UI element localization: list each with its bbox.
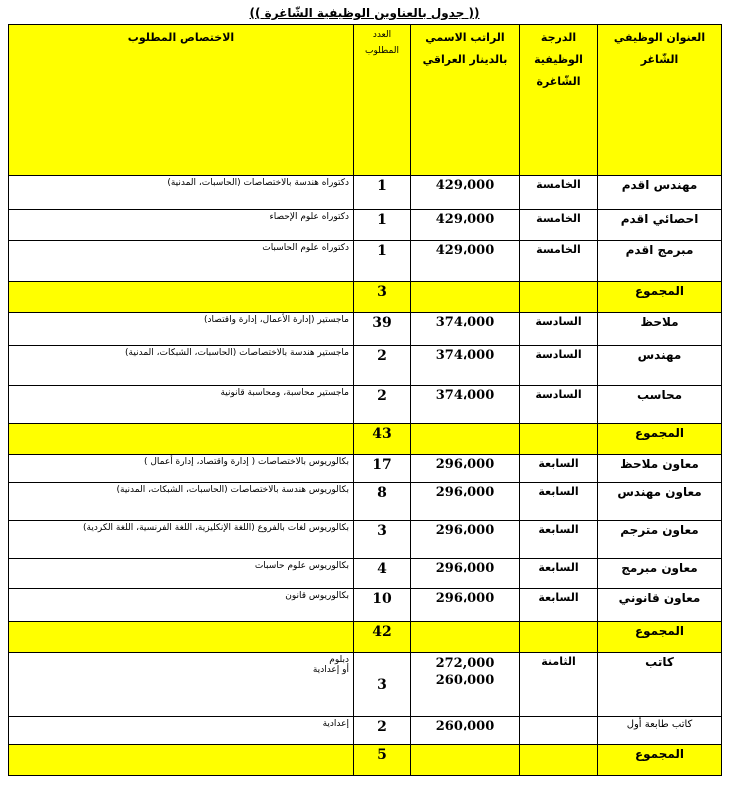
total-empty-cell bbox=[411, 622, 520, 653]
row-grade: السابعة bbox=[520, 483, 598, 521]
row-salary: 296،000 bbox=[411, 559, 520, 589]
row-grade: السابعة bbox=[520, 521, 598, 559]
total-label: المجموع bbox=[598, 622, 722, 653]
row-specialization: دكتوراه علوم الإحصاء bbox=[9, 210, 354, 241]
row-specialization: بكالوريوس علوم حاسبات bbox=[9, 559, 354, 589]
row-title: معاون ملاحظ bbox=[598, 455, 722, 483]
row-specialization: إعدادية bbox=[9, 717, 354, 745]
row-count: 2 bbox=[354, 717, 411, 745]
total-empty-cell bbox=[9, 745, 354, 776]
row-specialization: ماجستير محاسبة، ومحاسبة قانونية bbox=[9, 386, 354, 424]
row-specialization: بكالوريوس بالاختصاصات ( إدارة واقتصاد، إدارة أعمال ) bbox=[9, 455, 354, 483]
header-title: العنوان الوظيفي الشّاغر bbox=[598, 25, 722, 176]
row-count: 3 bbox=[354, 653, 411, 717]
row-count: 1 bbox=[354, 241, 411, 282]
row-grade: الثامنة bbox=[520, 653, 598, 717]
vacancies-table bbox=[8, 24, 722, 776]
row-count: 8 bbox=[354, 483, 411, 521]
row-count: 4 bbox=[354, 559, 411, 589]
total-label: المجموع bbox=[598, 745, 722, 776]
salary-line-1: 272,000 bbox=[435, 656, 495, 671]
row-specialization: ماجستير هندسة بالاختصاصات (الحاسبات، الشبكات، المدنية) bbox=[9, 346, 354, 386]
row-salary: 260،000 bbox=[411, 717, 520, 745]
page-title: (( جدول بالعناوين الوظيفية الشّاغرة )) bbox=[249, 6, 480, 20]
total-empty-cell bbox=[520, 622, 598, 653]
row-count: 2 bbox=[354, 346, 411, 386]
total-empty-cell bbox=[9, 424, 354, 455]
table-row bbox=[9, 386, 722, 424]
table-row bbox=[9, 559, 722, 589]
row-specialization bbox=[9, 653, 354, 717]
header-grade: الدرجة الوظيفية الشّاغرة bbox=[520, 25, 598, 176]
row-specialization: دكتوراه علوم الحاسبات bbox=[9, 241, 354, 282]
row-grade: السابعة bbox=[520, 455, 598, 483]
row-specialization: بكالوريوس هندسة بالاختصاصات (الحاسبات، الشبكات، المدنية) bbox=[9, 483, 354, 521]
row-title: مهندس اقدم bbox=[598, 176, 722, 210]
total-count: 42 bbox=[354, 622, 411, 653]
spec-line-diploma: دبلوم bbox=[329, 655, 349, 665]
row-count: 39 bbox=[354, 313, 411, 346]
table-row bbox=[9, 483, 722, 521]
table-row bbox=[9, 210, 722, 241]
table-row bbox=[9, 717, 722, 745]
table-row bbox=[9, 589, 722, 622]
header-specialization: الاختصاص المطلوب bbox=[9, 25, 354, 176]
row-title: كاتب bbox=[598, 653, 722, 717]
total-row bbox=[9, 622, 722, 653]
total-row bbox=[9, 424, 722, 455]
salary-line-2: 260،000 bbox=[435, 673, 495, 688]
header-salary: الراتب الاسمي بالدينار العراقي bbox=[411, 25, 520, 176]
table-row bbox=[9, 455, 722, 483]
row-salary: 296،000 bbox=[411, 483, 520, 521]
total-empty-cell bbox=[411, 745, 520, 776]
row-salary: 296،000 bbox=[411, 589, 520, 622]
row-title: ملاحظ bbox=[598, 313, 722, 346]
row-specialization: بكالوريوس لغات بالفروع (اللغة الإنكليزية، اللغة الفرنسية، اللغة الكردية) bbox=[9, 521, 354, 559]
total-count: 43 bbox=[354, 424, 411, 455]
total-empty-cell bbox=[520, 282, 598, 313]
row-title: محاسب bbox=[598, 386, 722, 424]
spec-line-secondary: أو إعدادية bbox=[312, 665, 349, 675]
row-salary bbox=[411, 653, 520, 717]
total-row bbox=[9, 745, 722, 776]
table-row bbox=[9, 241, 722, 282]
row-count: 10 bbox=[354, 589, 411, 622]
total-empty-cell bbox=[9, 282, 354, 313]
row-title: معاون مهندس bbox=[598, 483, 722, 521]
total-count: 5 bbox=[354, 745, 411, 776]
row-title: معاون مترجم bbox=[598, 521, 722, 559]
total-label: المجموع bbox=[598, 424, 722, 455]
row-title: مهندس bbox=[598, 346, 722, 386]
row-count: 1 bbox=[354, 210, 411, 241]
row-title: احصائي اقدم bbox=[598, 210, 722, 241]
row-specialization: دكتوراه هندسة بالاختصاصات (الحاسبات، المدنية) bbox=[9, 176, 354, 210]
row-salary: 429،000 bbox=[411, 241, 520, 282]
table-row bbox=[9, 346, 722, 386]
row-grade: السابعة bbox=[520, 559, 598, 589]
row-specialization: بكالوريوس قانون bbox=[9, 589, 354, 622]
total-label: المجموع bbox=[598, 282, 722, 313]
total-empty-cell bbox=[411, 282, 520, 313]
row-title: كاتب طابعة أول bbox=[598, 717, 722, 745]
row-salary: 429،000 bbox=[411, 176, 520, 210]
total-empty-cell bbox=[520, 745, 598, 776]
row-salary: 296،000 bbox=[411, 521, 520, 559]
header-row bbox=[9, 25, 722, 176]
total-row bbox=[9, 282, 722, 313]
row-grade: الخامسة bbox=[520, 241, 598, 282]
total-count: 3 bbox=[354, 282, 411, 313]
row-salary: 429،000 bbox=[411, 210, 520, 241]
row-grade: الخامسة bbox=[520, 176, 598, 210]
row-salary: 374،000 bbox=[411, 386, 520, 424]
table-row bbox=[9, 176, 722, 210]
total-empty-cell bbox=[9, 622, 354, 653]
row-title: مبرمج اقدم bbox=[598, 241, 722, 282]
total-empty-cell bbox=[520, 424, 598, 455]
row-grade: السادسة bbox=[520, 346, 598, 386]
row-salary: 374،000 bbox=[411, 313, 520, 346]
row-grade: السابعة bbox=[520, 589, 598, 622]
row-count: 1 bbox=[354, 176, 411, 210]
row-grade: السادسة bbox=[520, 386, 598, 424]
header-count: العدد المطلوب bbox=[354, 25, 411, 176]
row-count: 3 bbox=[354, 521, 411, 559]
row-title: معاون مبرمج bbox=[598, 559, 722, 589]
row-salary: 374،000 bbox=[411, 346, 520, 386]
row-title: معاون قانوني bbox=[598, 589, 722, 622]
table-row bbox=[9, 653, 722, 717]
table-row bbox=[9, 521, 722, 559]
row-grade: الخامسة bbox=[520, 210, 598, 241]
row-salary: 296،000 bbox=[411, 455, 520, 483]
row-grade bbox=[520, 717, 598, 745]
row-grade: السادسة bbox=[520, 313, 598, 346]
row-count: 17 bbox=[354, 455, 411, 483]
total-empty-cell bbox=[411, 424, 520, 455]
row-specialization: ماجستير (إدارة الأعمال، إدارة واقتصاد) bbox=[9, 313, 354, 346]
table-row bbox=[9, 313, 722, 346]
row-count: 2 bbox=[354, 386, 411, 424]
